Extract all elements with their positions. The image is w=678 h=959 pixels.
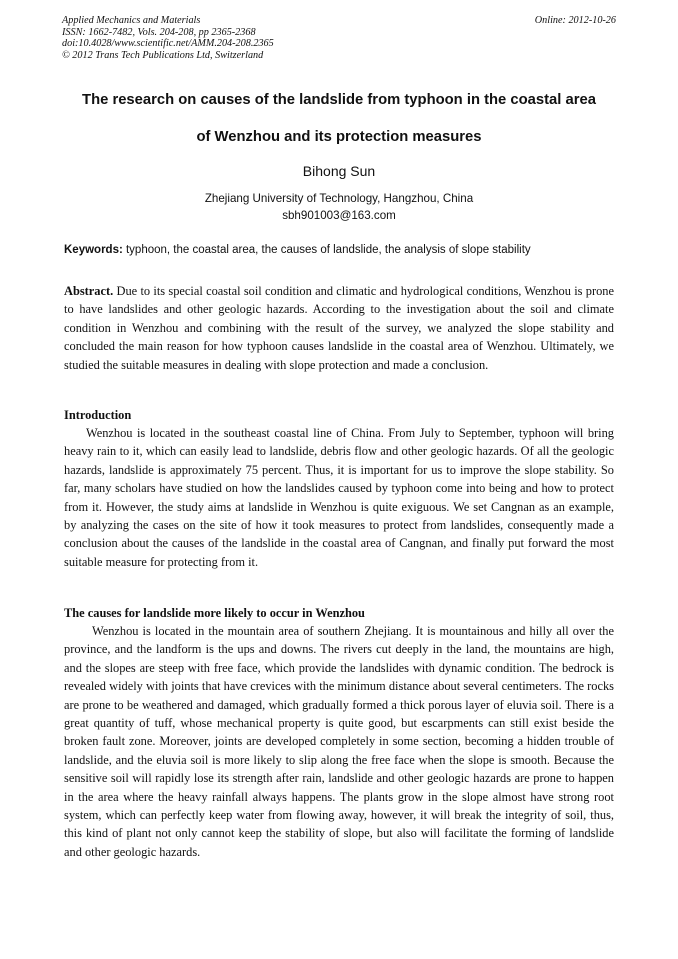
abstract: [64, 282, 614, 374]
paper-title-line-2: of Wenzhou and its protection measures: [196, 129, 482, 145]
journal-header: [62, 15, 616, 61]
section-heading-causes: The causes for landslide more likely to occur in Wenzhou: [64, 606, 365, 620]
abstract-label: Abstract.: [64, 284, 114, 298]
journal-name: Applied Mechanics and Materials: [62, 15, 201, 26]
online-date: Online: 2012-10-26: [534, 15, 616, 26]
keywords: [64, 242, 616, 259]
introduction-paragraph: Wenzhou is located in the southeast coastal line of China. From July to September, typhoon will bring heavy rain to it, which can easily lead to landslide, debris flow and other geologic hazards. Of all the geologic hazards, landslide is approximately 75 percent. Thus, it is important for us to improve the slope stability. So far, many scholars have studied on how the landslides caused by typhoon come into being and how to protect from it. However, the study aims at landslide in Wenzhou is quite exiguous. We set Cangnan as an example, by analyzing the cases on the site of how it took measures to protect from landslides, consequently made a conclusion about the causes of the landslide in the coastal area of Cangnan, and finally put forward the most suitable measure for protecting from it.: [64, 426, 614, 569]
copyright-line: © 2012 Trans Tech Publications Ltd, Switzerland: [62, 49, 264, 61]
paper-title-line-1: The research on causes of the landslide from typhoon in the coastal area: [82, 92, 596, 108]
author-email: sbh901003@163.com: [282, 209, 396, 222]
issn-line: ISSN: 1662-7482, Vols. 204-208, pp 2365-2368: [62, 26, 256, 38]
causes-paragraph: Wenzhou is located in the mountain area of southern Zhejiang. It is mountainous and hilly all over the province, and the landform is the ups and downs. The rivers cut deeply in the land, the mountains are high, and the slopes are steep with free face, which provide the landslides with dynamic condition. The bedrock is revealed widely with joints that have crevices with the minimum distance about several centimeters. The rocks are prone to be weathered and damaged, which gradually formed a thick porous layer of eluvia soil. There is a great quantity of tuff, whose mechanical property is quite good, but escarpments can still exist beside the broken fault zone. Moreover, joints are developed completely in some section, becoming a hidden trouble of landslide, and the eluvia soil is more likely to slip along the free face when the slope is smooth. Because the sensitive soil will rapidly lose its strength after rain, landslide and other geologic hazards are prone to happen in the area where the heavy rainfall always happens. The plants grow in the slope almost have strong root system, which can perfectly keep water from flowing away, however, it will break the integrity of soil, thus, this kind of plant not only cannot keep the stability of slope, but also will facilitate the forming of landslide and other geologic hazards.: [64, 624, 614, 859]
affiliation: Zhejiang University of Technology, Hangzhou, China: [204, 192, 474, 205]
doi-line: doi:10.4028/www.scientific.net/AMM.204-208.2365: [62, 38, 274, 50]
keywords-text: typhoon, the coastal area, the causes of landslide, the analysis of slope stability: [122, 244, 531, 256]
author-name: Bihong Sun: [302, 163, 376, 179]
abstract-text: Due to its special coastal soil condition and climatic and hydrological conditions, Wenzhou is prone to have landslides and other geologic hazards. According to the investigation about the soil and climate condition in Wenzhou and combining with the result of the survey, we analyzed the slope stability and concluded the main reason for how typhoon causes landslide in the coastal area of Wenzhou. Ultimately, we studied the suitable measures in dealing with slope protection and made a conclusion.: [64, 284, 614, 372]
section-heading-introduction: Introduction: [64, 408, 132, 422]
keywords-label: Keywords:: [64, 244, 123, 256]
